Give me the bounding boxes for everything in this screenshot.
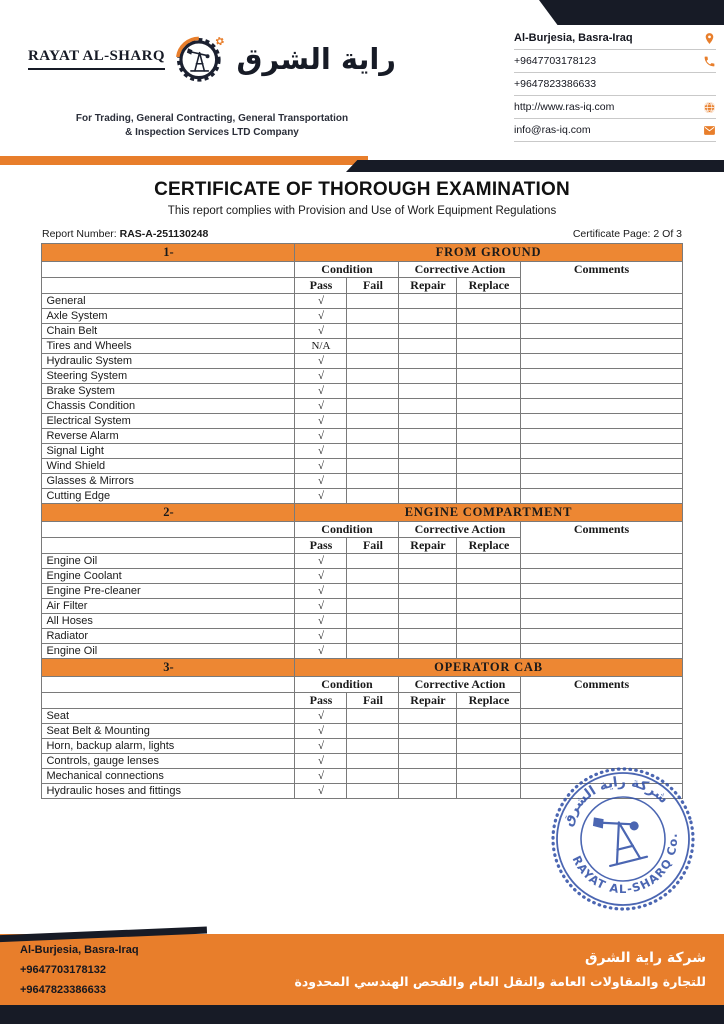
item-name: Engine Oil bbox=[42, 554, 295, 569]
item-name: Horn, backup alarm, lights bbox=[42, 739, 295, 754]
contact-phone2-row bbox=[514, 73, 716, 96]
table-row bbox=[42, 569, 682, 584]
repair-mark bbox=[399, 459, 457, 474]
item-name: Wind Shield bbox=[42, 459, 295, 474]
item-name: General bbox=[42, 294, 295, 309]
certificate-page-info bbox=[573, 228, 682, 240]
table-row bbox=[42, 429, 682, 444]
pass-mark: √ bbox=[295, 599, 347, 614]
pass-mark: √ bbox=[295, 784, 347, 799]
item-name: Seat Belt & Mounting bbox=[42, 724, 295, 739]
fail-mark bbox=[347, 599, 399, 614]
table-row bbox=[42, 629, 682, 644]
footer-company-arabic bbox=[295, 946, 724, 993]
pass-mark: √ bbox=[295, 294, 347, 309]
replace-mark bbox=[457, 459, 521, 474]
item-name: Brake System bbox=[42, 384, 295, 399]
repair-mark bbox=[399, 754, 457, 769]
contact-website: http://www.ras-iq.com bbox=[514, 101, 615, 113]
comment bbox=[521, 474, 682, 489]
repair-mark bbox=[399, 724, 457, 739]
section-number: 1- bbox=[42, 244, 295, 262]
fail-mark bbox=[347, 569, 399, 584]
table-row bbox=[42, 754, 682, 769]
replace-mark bbox=[457, 354, 521, 369]
blank-header-cell bbox=[42, 693, 295, 709]
company-tagline bbox=[28, 112, 396, 140]
table-row bbox=[42, 724, 682, 739]
pass-mark: √ bbox=[295, 709, 347, 724]
tagline-line1: For Trading, General Contracting, General Transportation bbox=[75, 113, 349, 124]
pump-jack-icon bbox=[191, 52, 208, 71]
item-name: Hydraulic System bbox=[42, 354, 295, 369]
item-name: Mechanical connections bbox=[42, 769, 295, 784]
fail-mark bbox=[347, 769, 399, 784]
company-gear-logo bbox=[175, 12, 227, 106]
contact-address-row bbox=[514, 27, 716, 50]
item-name: Tires and Wheels bbox=[42, 339, 295, 354]
item-name: Cutting Edge bbox=[42, 489, 295, 504]
replace-mark bbox=[457, 384, 521, 399]
comment bbox=[521, 444, 682, 459]
pass-header: Pass bbox=[295, 693, 347, 709]
repair-mark bbox=[399, 414, 457, 429]
contact-address: Al-Burjesia, Basra-Iraq bbox=[514, 32, 633, 44]
repair-mark bbox=[399, 784, 457, 799]
replace-mark bbox=[457, 429, 521, 444]
fail-mark bbox=[347, 354, 399, 369]
replace-mark bbox=[457, 554, 521, 569]
replace-mark bbox=[457, 739, 521, 754]
fail-mark bbox=[347, 309, 399, 324]
table-row bbox=[42, 384, 682, 399]
table-row bbox=[42, 489, 682, 504]
comment bbox=[521, 459, 682, 474]
company-name-ar: راية الشرق bbox=[236, 42, 396, 76]
fail-mark bbox=[347, 324, 399, 339]
fail-mark bbox=[347, 724, 399, 739]
repair-mark bbox=[399, 309, 457, 324]
repair-mark bbox=[399, 294, 457, 309]
fail-mark bbox=[347, 644, 399, 659]
repair-header: Repair bbox=[399, 538, 457, 554]
fail-mark bbox=[347, 554, 399, 569]
repair-mark bbox=[399, 324, 457, 339]
table-row bbox=[42, 339, 682, 354]
table-row bbox=[42, 399, 682, 414]
comment bbox=[521, 569, 682, 584]
footer-address: Al-Burjesia, Basra-Iraq bbox=[20, 943, 139, 956]
fail-mark bbox=[347, 384, 399, 399]
fail-mark bbox=[347, 369, 399, 384]
item-name: Radiator bbox=[42, 629, 295, 644]
comment bbox=[521, 324, 682, 339]
contact-website-row bbox=[514, 96, 716, 119]
fail-mark bbox=[347, 784, 399, 799]
comment bbox=[521, 754, 682, 769]
inspection-table bbox=[41, 243, 682, 799]
comment bbox=[521, 724, 682, 739]
contact-phone1: +9647703178123 bbox=[514, 55, 597, 67]
pass-mark: √ bbox=[295, 554, 347, 569]
footer-dark-bar bbox=[0, 1005, 724, 1024]
replace-mark bbox=[457, 309, 521, 324]
column-group-header-row bbox=[42, 677, 682, 693]
pass-mark: √ bbox=[295, 414, 347, 429]
fail-mark bbox=[347, 614, 399, 629]
item-name: Electrical System bbox=[42, 414, 295, 429]
replace-mark bbox=[457, 584, 521, 599]
replace-mark bbox=[457, 724, 521, 739]
repair-mark bbox=[399, 429, 457, 444]
report-info-line bbox=[42, 228, 682, 240]
pass-mark: √ bbox=[295, 384, 347, 399]
fail-mark bbox=[347, 429, 399, 444]
pass-mark: √ bbox=[295, 369, 347, 384]
contact-block bbox=[514, 27, 716, 142]
pass-mark: √ bbox=[295, 769, 347, 784]
table-row bbox=[42, 599, 682, 614]
item-name: Reverse Alarm bbox=[42, 429, 295, 444]
footer-phone2: +9647823386633 bbox=[20, 983, 106, 996]
repair-mark bbox=[399, 354, 457, 369]
replace-mark bbox=[457, 709, 521, 724]
pass-mark: √ bbox=[295, 739, 347, 754]
item-name: Engine Oil bbox=[42, 644, 295, 659]
item-name: Chain Belt bbox=[42, 324, 295, 339]
comment bbox=[521, 414, 682, 429]
fail-header: Fail bbox=[347, 693, 399, 709]
replace-header: Replace bbox=[457, 538, 521, 554]
repair-mark bbox=[399, 739, 457, 754]
company-logo-block bbox=[28, 12, 396, 140]
repair-header: Repair bbox=[399, 693, 457, 709]
section-title: OPERATOR CAB bbox=[295, 659, 682, 677]
blank-header-cell bbox=[42, 677, 295, 693]
fail-mark bbox=[347, 474, 399, 489]
section-header-row bbox=[42, 659, 682, 677]
item-name: Hydraulic hoses and fittings bbox=[42, 784, 295, 799]
repair-mark bbox=[399, 554, 457, 569]
replace-mark bbox=[457, 399, 521, 414]
comment bbox=[521, 784, 682, 799]
replace-mark bbox=[457, 599, 521, 614]
repair-mark bbox=[399, 474, 457, 489]
item-name: Chassis Condition bbox=[42, 399, 295, 414]
comments-header: Comments bbox=[521, 262, 682, 294]
comment bbox=[521, 599, 682, 614]
svg-text:RAYAT AL-SHARQ Co. bbox=[569, 829, 692, 908]
table-row bbox=[42, 739, 682, 754]
pass-mark: √ bbox=[295, 444, 347, 459]
pass-mark: √ bbox=[295, 489, 347, 504]
column-group-header-row bbox=[42, 262, 682, 278]
email-icon bbox=[703, 124, 716, 137]
item-name: Controls, gauge lenses bbox=[42, 754, 295, 769]
condition-header: Condition bbox=[295, 522, 399, 538]
comment bbox=[521, 629, 682, 644]
stamp-text-english: RAYAT AL-SHARQ Co. bbox=[569, 831, 681, 897]
comment bbox=[521, 429, 682, 444]
replace-mark bbox=[457, 444, 521, 459]
repair-mark bbox=[399, 644, 457, 659]
repair-mark bbox=[399, 584, 457, 599]
repair-mark bbox=[399, 384, 457, 399]
table-row bbox=[42, 614, 682, 629]
replace-mark bbox=[457, 369, 521, 384]
separator-orange-bar bbox=[0, 156, 368, 165]
comment bbox=[521, 614, 682, 629]
pass-mark: √ bbox=[295, 474, 347, 489]
pass-mark: √ bbox=[295, 459, 347, 474]
comment bbox=[521, 339, 682, 354]
item-name: Engine Coolant bbox=[42, 569, 295, 584]
comment bbox=[521, 309, 682, 324]
section-title: FROM GROUND bbox=[295, 244, 682, 262]
globe-icon bbox=[703, 101, 716, 114]
replace-mark bbox=[457, 644, 521, 659]
small-gear-icon bbox=[217, 38, 223, 44]
pass-mark: √ bbox=[295, 614, 347, 629]
pass-mark: √ bbox=[295, 429, 347, 444]
comment bbox=[521, 354, 682, 369]
document-title: CERTIFICATE OF THOROUGH EXAMINATION bbox=[154, 179, 570, 200]
footer-company-tagline-ar: للتجارة والمقاولات العامة والنقل العام والفحص الهندسي المحدودة bbox=[294, 974, 706, 989]
phone-icon bbox=[703, 55, 716, 68]
item-name: All Hoses bbox=[42, 614, 295, 629]
comment bbox=[521, 644, 682, 659]
fail-header: Fail bbox=[347, 278, 399, 294]
fail-mark bbox=[347, 399, 399, 414]
footer-orange-band bbox=[0, 934, 724, 1005]
pass-mark: N/A bbox=[295, 339, 347, 354]
section-number: 2- bbox=[42, 504, 295, 522]
table-row bbox=[42, 324, 682, 339]
repair-mark bbox=[399, 444, 457, 459]
section-header-row bbox=[42, 244, 682, 262]
comment bbox=[521, 369, 682, 384]
section-number: 3- bbox=[42, 659, 295, 677]
column-group-header-row bbox=[42, 522, 682, 538]
comment bbox=[521, 739, 682, 754]
repair-mark bbox=[399, 339, 457, 354]
comment bbox=[521, 294, 682, 309]
report-number-label: Report Number: bbox=[42, 228, 117, 240]
table-row bbox=[42, 444, 682, 459]
replace-mark bbox=[457, 294, 521, 309]
table-row bbox=[42, 294, 682, 309]
table-row bbox=[42, 354, 682, 369]
comment bbox=[521, 399, 682, 414]
page-header bbox=[0, 0, 724, 152]
condition-header: Condition bbox=[295, 262, 399, 278]
repair-mark bbox=[399, 629, 457, 644]
replace-mark bbox=[457, 784, 521, 799]
comment bbox=[521, 554, 682, 569]
pass-mark: √ bbox=[295, 629, 347, 644]
blank-header-cell bbox=[42, 538, 295, 554]
contact-email-row bbox=[514, 119, 716, 142]
pass-header: Pass bbox=[295, 538, 347, 554]
document-subtitle: This report complies with Provision and Use of Work Equipment Regulations bbox=[167, 205, 557, 217]
comment bbox=[521, 584, 682, 599]
fail-mark bbox=[347, 584, 399, 599]
table-row bbox=[42, 709, 682, 724]
pass-mark: √ bbox=[295, 354, 347, 369]
footer-contact bbox=[0, 940, 139, 1000]
fail-mark bbox=[347, 294, 399, 309]
item-name: Seat bbox=[42, 709, 295, 724]
section-header-row bbox=[42, 504, 682, 522]
replace-mark bbox=[457, 569, 521, 584]
pass-mark: √ bbox=[295, 324, 347, 339]
repair-mark bbox=[399, 369, 457, 384]
table-row bbox=[42, 459, 682, 474]
replace-mark bbox=[457, 474, 521, 489]
item-name: Air Filter bbox=[42, 599, 295, 614]
item-name: Signal Light bbox=[42, 444, 295, 459]
repair-header: Repair bbox=[399, 278, 457, 294]
pass-mark: √ bbox=[295, 309, 347, 324]
page-footer bbox=[0, 934, 724, 1024]
fail-mark bbox=[347, 414, 399, 429]
repair-mark bbox=[399, 569, 457, 584]
section-title: ENGINE COMPARTMENT bbox=[295, 504, 682, 522]
corner-accent-band bbox=[539, 0, 724, 25]
contact-phone2: +9647823386633 bbox=[514, 78, 597, 90]
repair-mark bbox=[399, 599, 457, 614]
replace-header: Replace bbox=[457, 693, 521, 709]
item-name: Axle System bbox=[42, 309, 295, 324]
corrective-action-header: Corrective Action bbox=[399, 522, 521, 538]
location-pin-icon bbox=[703, 32, 716, 45]
footer-phone1: +9647703178132 bbox=[20, 963, 106, 976]
table-row bbox=[42, 369, 682, 384]
fail-mark bbox=[347, 459, 399, 474]
condition-header: Condition bbox=[295, 677, 399, 693]
table-row bbox=[42, 584, 682, 599]
item-name: Engine Pre-cleaner bbox=[42, 584, 295, 599]
table-row bbox=[42, 784, 682, 799]
fail-mark bbox=[347, 629, 399, 644]
pass-header: Pass bbox=[295, 278, 347, 294]
report-number bbox=[42, 228, 208, 240]
contact-phone1-row bbox=[514, 50, 716, 73]
footer-company-name-ar: شركة راية الشرق bbox=[585, 950, 706, 966]
fail-mark bbox=[347, 709, 399, 724]
replace-mark bbox=[457, 754, 521, 769]
repair-mark bbox=[399, 614, 457, 629]
fail-mark bbox=[347, 444, 399, 459]
pass-mark: √ bbox=[295, 584, 347, 599]
item-name: Glasses & Mirrors bbox=[42, 474, 295, 489]
comment bbox=[521, 384, 682, 399]
replace-mark bbox=[457, 324, 521, 339]
inspection-table-body bbox=[42, 244, 682, 799]
table-row bbox=[42, 309, 682, 324]
company-name-en: RAYAT AL-SHARQ bbox=[28, 48, 165, 70]
separator-dark-bar bbox=[346, 160, 724, 172]
stamp-pump-jack-icon bbox=[599, 814, 647, 866]
stamp-text-arabic: شركة راية الشرق bbox=[559, 773, 672, 829]
comment bbox=[521, 709, 682, 724]
repair-mark bbox=[399, 709, 457, 724]
replace-mark bbox=[457, 629, 521, 644]
replace-mark bbox=[457, 769, 521, 784]
pass-mark: √ bbox=[295, 724, 347, 739]
comments-header: Comments bbox=[521, 677, 682, 709]
comments-header: Comments bbox=[521, 522, 682, 554]
certificate-page-value: 2 Of 3 bbox=[653, 228, 682, 240]
pass-mark: √ bbox=[295, 399, 347, 414]
table-row bbox=[42, 769, 682, 784]
table-row bbox=[42, 644, 682, 659]
comment bbox=[521, 769, 682, 784]
pass-mark: √ bbox=[295, 644, 347, 659]
table-row bbox=[42, 554, 682, 569]
fail-mark bbox=[347, 339, 399, 354]
table-row bbox=[42, 474, 682, 489]
comment bbox=[521, 489, 682, 504]
blank-header-cell bbox=[42, 278, 295, 294]
repair-mark bbox=[399, 769, 457, 784]
replace-mark bbox=[457, 489, 521, 504]
contact-email: info@ras-iq.com bbox=[514, 124, 591, 136]
blank-header-cell bbox=[42, 522, 295, 538]
replace-mark bbox=[457, 614, 521, 629]
pass-mark: √ bbox=[295, 569, 347, 584]
replace-mark bbox=[457, 339, 521, 354]
table-row bbox=[42, 414, 682, 429]
item-name: Steering System bbox=[42, 369, 295, 384]
fail-mark bbox=[347, 754, 399, 769]
fail-mark bbox=[347, 739, 399, 754]
fail-mark bbox=[347, 489, 399, 504]
corrective-action-header: Corrective Action bbox=[399, 262, 521, 278]
corrective-action-header: Corrective Action bbox=[399, 677, 521, 693]
tagline-line2: & Inspection Services LTD Company bbox=[125, 127, 299, 138]
pass-mark: √ bbox=[295, 754, 347, 769]
certificate-page-label: Certificate Page: bbox=[572, 228, 651, 240]
fail-header: Fail bbox=[347, 538, 399, 554]
repair-mark bbox=[399, 489, 457, 504]
report-number-value: RAS-A-251130248 bbox=[119, 228, 209, 240]
blank-header-cell bbox=[42, 262, 295, 278]
repair-mark bbox=[399, 399, 457, 414]
replace-header: Replace bbox=[457, 278, 521, 294]
replace-mark bbox=[457, 414, 521, 429]
header-separator bbox=[0, 154, 724, 172]
